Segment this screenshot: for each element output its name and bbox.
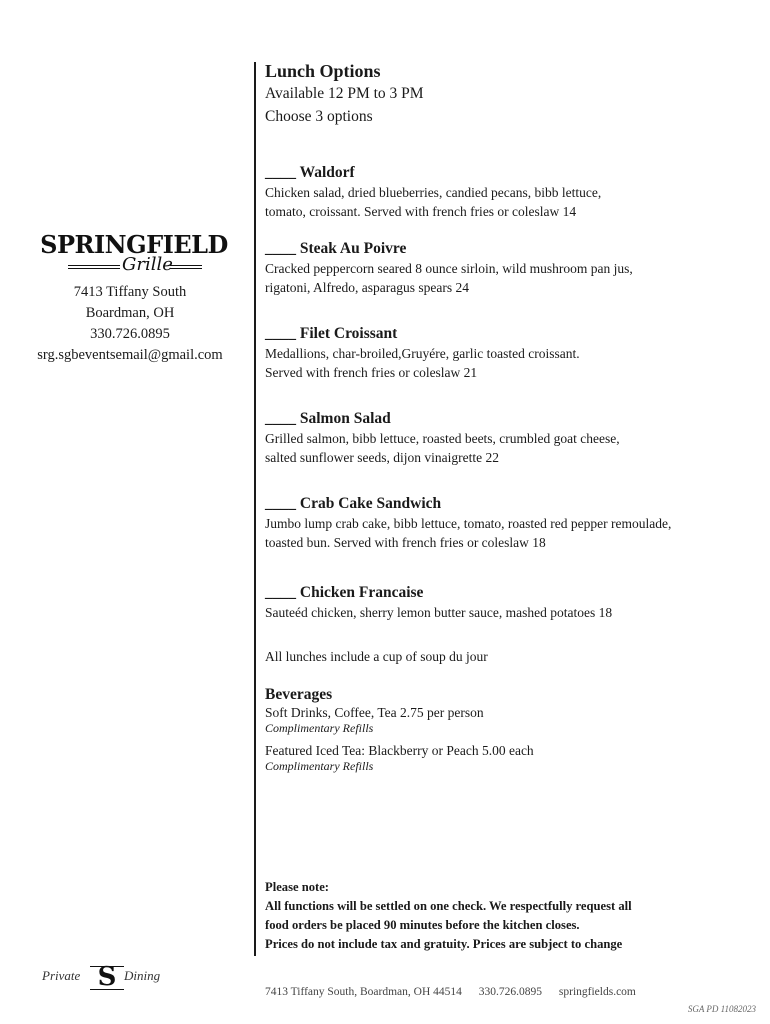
menu-item-title: ____ Steak Au Poivre bbox=[265, 240, 407, 257]
logo-rule-right bbox=[170, 265, 202, 269]
menu-item-desc: Grilled salmon, bibb lettuce, roasted beets, crumbled goat cheese, bbox=[265, 431, 620, 446]
beverages-title: Beverages bbox=[265, 686, 333, 703]
menu-item-desc: Jumbo lump crab cake, bibb lettuce, tomato, roasted red pepper remoulade, bbox=[265, 516, 672, 531]
menu-item-title: ____ Salmon Salad bbox=[265, 410, 391, 427]
springfield-grille-logo bbox=[38, 230, 230, 278]
logo-wordmark: SPRINGFIELD bbox=[40, 230, 228, 259]
refill-note: Complimentary Refills bbox=[265, 721, 374, 735]
menu-item bbox=[265, 583, 755, 622]
contact-block bbox=[10, 282, 250, 366]
beverage-line: Featured Iced Tea: Blackberry or Peach 5.00 each bbox=[265, 743, 534, 758]
contact-phone: 330.726.0895 bbox=[90, 326, 170, 342]
document-code: SGA PD 11082023 bbox=[687, 1004, 756, 1014]
menu-item bbox=[265, 409, 755, 467]
beverage-line: Soft Drinks, Coffee, Tea 2.75 per person bbox=[265, 705, 484, 720]
lunch-choose: Choose 3 options bbox=[265, 108, 373, 125]
lunch-title: Lunch Options bbox=[265, 61, 381, 81]
contact-city: Boardman, OH bbox=[85, 305, 175, 321]
please-note-line: All functions will be settled on one check. We respectfully request all bbox=[265, 899, 632, 913]
menu-item bbox=[265, 239, 755, 297]
menu-item-title: ____ Crab Cake Sandwich bbox=[265, 495, 442, 512]
menu-item-desc: Cracked peppercorn seared 8 ounce sirloin, wild mushroom pan jus, bbox=[265, 261, 633, 276]
menu-item-desc: rigatoni, Alfredo, asparagus spears 24 bbox=[265, 280, 469, 295]
please-note-line: Prices do not include tax and gratuity. Prices are subject to change bbox=[265, 937, 623, 951]
logo-script: Grille bbox=[122, 254, 173, 275]
menu-item-title: ____ Chicken Francaise bbox=[265, 584, 424, 601]
refill-note: Complimentary Refills bbox=[265, 759, 374, 773]
menu-item bbox=[265, 163, 755, 221]
menu-column bbox=[265, 60, 745, 951]
contact-email: srg.sgbeventsemail@gmail.com bbox=[37, 347, 223, 363]
menu-item bbox=[265, 324, 755, 382]
menu-item-desc: toasted bun. Served with french fries or coleslaw 18 bbox=[265, 535, 546, 550]
contact-address: 7413 Tiffany South bbox=[73, 284, 187, 300]
footer-website[interactable]: springfields.com bbox=[558, 986, 636, 998]
menu-item-desc: Chicken salad, dried blueberries, candied pecans, bibb lettuce, bbox=[265, 185, 602, 200]
soup-note: All lunches include a cup of soup du jour bbox=[265, 649, 488, 664]
footer-address: 7413 Tiffany South, Boardman, OH 44514 bbox=[265, 986, 462, 998]
please-note bbox=[265, 878, 755, 954]
menu-item-title: ____ Filet Croissant bbox=[265, 325, 398, 342]
menu-item bbox=[265, 494, 755, 552]
menu-item-title: ____ Waldorf bbox=[265, 164, 355, 181]
footer bbox=[265, 986, 650, 998]
beverages-section bbox=[265, 685, 755, 774]
private-dining-mark: S bbox=[94, 962, 120, 992]
vertical-divider bbox=[254, 62, 256, 956]
menu-item-desc: Served with french fries or coleslaw 21 bbox=[265, 365, 478, 380]
please-note-heading: Please note: bbox=[265, 880, 329, 894]
private-dining-right: Dining bbox=[124, 968, 161, 983]
menu-item-desc: Sauteéd chicken, sherry lemon butter sauce, mashed potatoes 18 bbox=[265, 605, 613, 620]
footer-phone: 330.726.0895 bbox=[478, 986, 543, 998]
private-dining-left: Private bbox=[42, 968, 81, 983]
menu-item-desc: Medallions, char-broiled,Gruyére, garlic toasted croissant. bbox=[265, 346, 580, 361]
menu-item-desc: tomato, croissant. Served with french fries or coleslaw 14 bbox=[265, 204, 577, 219]
please-note-line: food orders be placed 90 minutes before the kitchen closes. bbox=[265, 918, 580, 932]
menu-item-desc: salted sunflower seeds, dijon vinaigrette 22 bbox=[265, 450, 499, 465]
private-dining-logo bbox=[42, 962, 182, 998]
lunch-availability: Available 12 PM to 3 PM bbox=[265, 85, 424, 102]
logo-rule-left bbox=[68, 265, 120, 269]
